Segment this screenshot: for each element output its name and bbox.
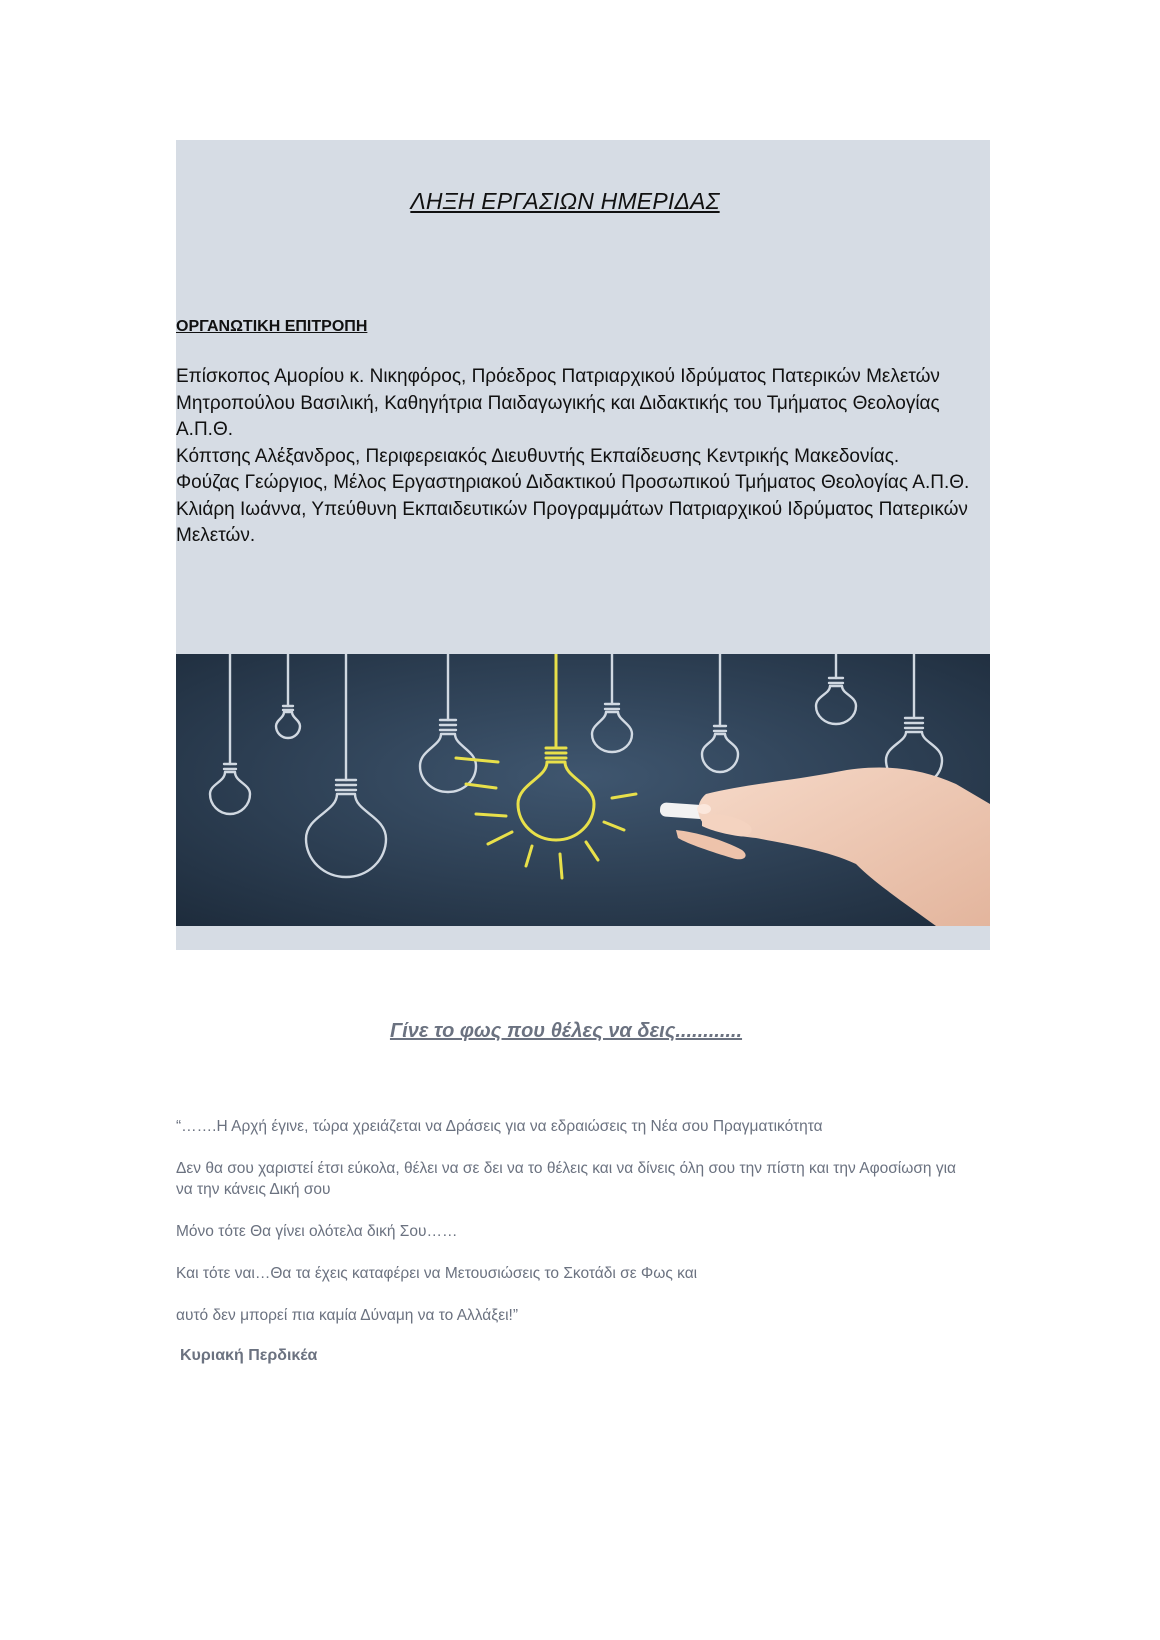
committee-heading: ΟΡΓΑΝΩΤΙΚΗ ΕΠΙΤΡΟΠΗ [176, 318, 368, 335]
committee-member: Κλιάρη Ιωάννα, Υπεύθυνη Εκπαιδευτικών Προγραμμάτων Πατριαρχικού Ιδρύματος Πατερικών Μελετών. [176, 498, 968, 546]
quote-paragraph: Και τότε ναι…Θα τα έχεις καταφέρει να Μετουσιώσεις το Σκοτάδι σε Φως και [176, 1265, 698, 1282]
motto-heading: Γίνε το φως που θέλες να δεις............ [389, 1020, 743, 1042]
committee-members-list [176, 364, 988, 550]
quote-author: Κυριακή Περδικέα [180, 1347, 318, 1364]
chalkboard-lightbulbs-illustration [176, 654, 990, 926]
committee-member: Μητροπούλου Βασιλική, Καθηγήτρια Παιδαγωγικής και Διδακτικής του Τμήματος Θεολογίας Α.Π.Θ. [176, 392, 940, 440]
document-title: ΛΗΞΗ ΕΡΓΑΣΙΩΝ ΗΜΕΡΙΔΑΣ [410, 188, 720, 214]
committee-member: Κόπτσης Αλέξανδρος, Περιφερειακός Διευθυντής Εκπαίδευσης Κεντρικής Μακεδονίας. [176, 445, 900, 467]
committee-member: Φούζας Γεώργιος, Μέλος Εργαστηριακού Διδακτικού Προσωπικού Τμήματος Θεολογίας Α.Π.Θ. [176, 472, 970, 493]
quote-block [176, 1116, 966, 1347]
quote-paragraph: Μόνο τότε Θα γίνει ολότελα δική Σου…… [176, 1223, 458, 1240]
quote-paragraph: αυτό δεν μπορεί πια καμία Δύναμη να το Αλλάξει!” [176, 1307, 519, 1324]
quote-paragraph: Δεν θα σου χαριστεί έτσι εύκολα, θέλει να σε δει να το θέλεις και να δίνεις όλη σου την πίστη και την Αφοσίωση για να την κάνεις Δική σου [176, 1160, 956, 1198]
committee-member: Επίσκοπος Αμορίου κ. Νικηφόρος, Πρόεδρος Πατριαρχικού Ιδρύματος Πατερικών Μελετών [176, 366, 940, 387]
quote-paragraph: “…….Η Αρχή έγινε, τώρα χρειάζεται να Δράσεις για να εδραιώσεις τη Νέα σου Πραγματικότητα [176, 1118, 823, 1135]
